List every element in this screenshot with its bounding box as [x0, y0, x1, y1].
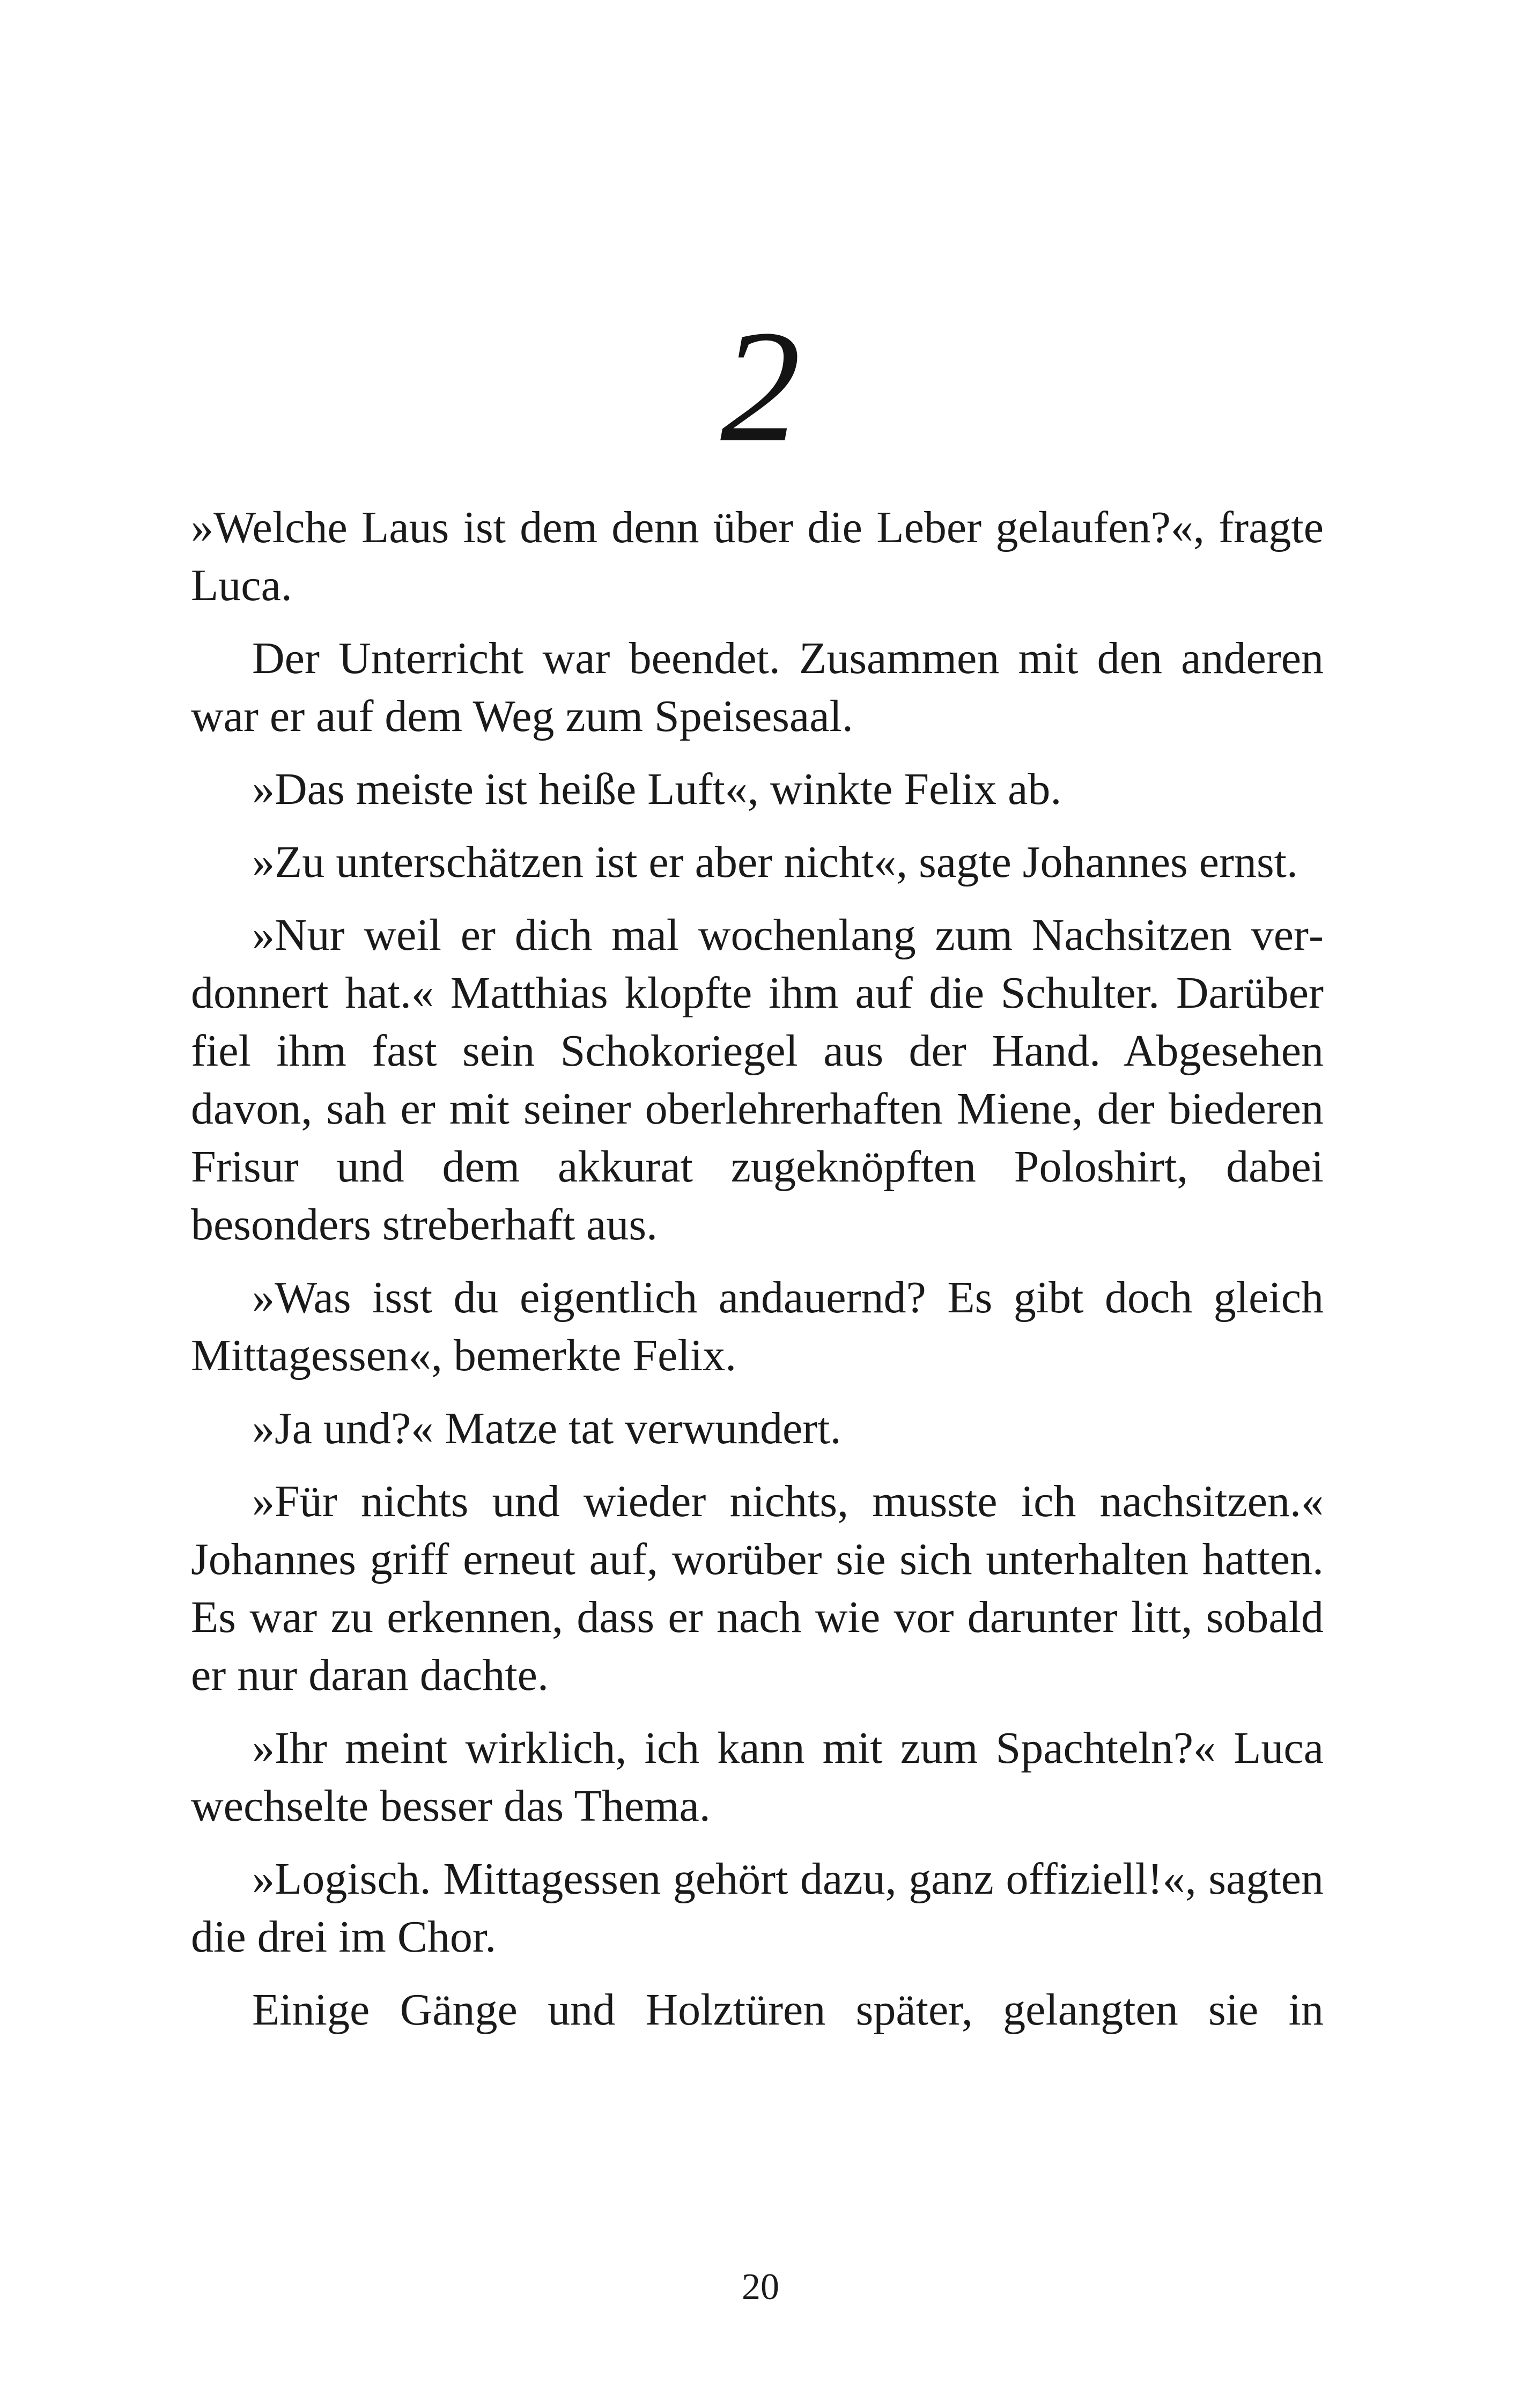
paragraph: Einige Gänge und Holztüren später, gelangten sie in [252, 1985, 1324, 2035]
chapter-body-text [191, 499, 1324, 2039]
paragraph: »Was isst du eigentlich andauernd? Es gibt doch gleich Mittagessen«, bemerkte Felix. [191, 1273, 1324, 1380]
paragraph: »Ihr meint wirklich, ich kann mit zum Spachteln?« Luca wechselte besser das Thema. [191, 1723, 1324, 1831]
paragraph: »Nur weil er dich mal wochenlang zum Nachsitzen verdonnert hat.« Matthias klopfte ihm auf die Schulter. Darüber fiel ihm fast sein Schokoriegel aus der Hand. Abgesehen davon, sah er mit seiner oberlehrerhaften Miene, der biederen Frisur und dem akkurat zugeknöpften Poloshirt, dabei besonders streberhaft aus. [191, 910, 1324, 1250]
chapter-number: 2 [720, 297, 801, 475]
paragraph: »Logisch. Mittagessen gehört dazu, ganz offiziell!«, sagten die drei im Chor. [191, 1854, 1324, 1962]
paragraph: »Für nichts und wieder nichts, musste ich nachsitzen.« Johannes griff erneut auf, worüber sie sich unterhalten hatten. Es war zu erkennen, dass er nach wie vor darunter litt, sobald er nur daran dachte. [191, 1476, 1324, 1700]
paragraph: »Ja und?« Matze tat verwundert. [252, 1404, 841, 1453]
paragraph: »Welche Laus ist dem denn über die Leber gelaufen?«, fragte Luca. [191, 503, 1324, 610]
paragraph: »Das meiste ist heiße Luft«, winkte Felix ab. [252, 764, 1062, 814]
paragraph: »Zu unterschätzen ist er aber nicht«, sagte Johannes ernst. [252, 837, 1298, 887]
paragraph: Der Unterricht war beendet. Zusammen mit den anderen war er auf dem Weg zum Speisesaal. [191, 633, 1324, 741]
page-number: 20 [742, 2266, 779, 2308]
